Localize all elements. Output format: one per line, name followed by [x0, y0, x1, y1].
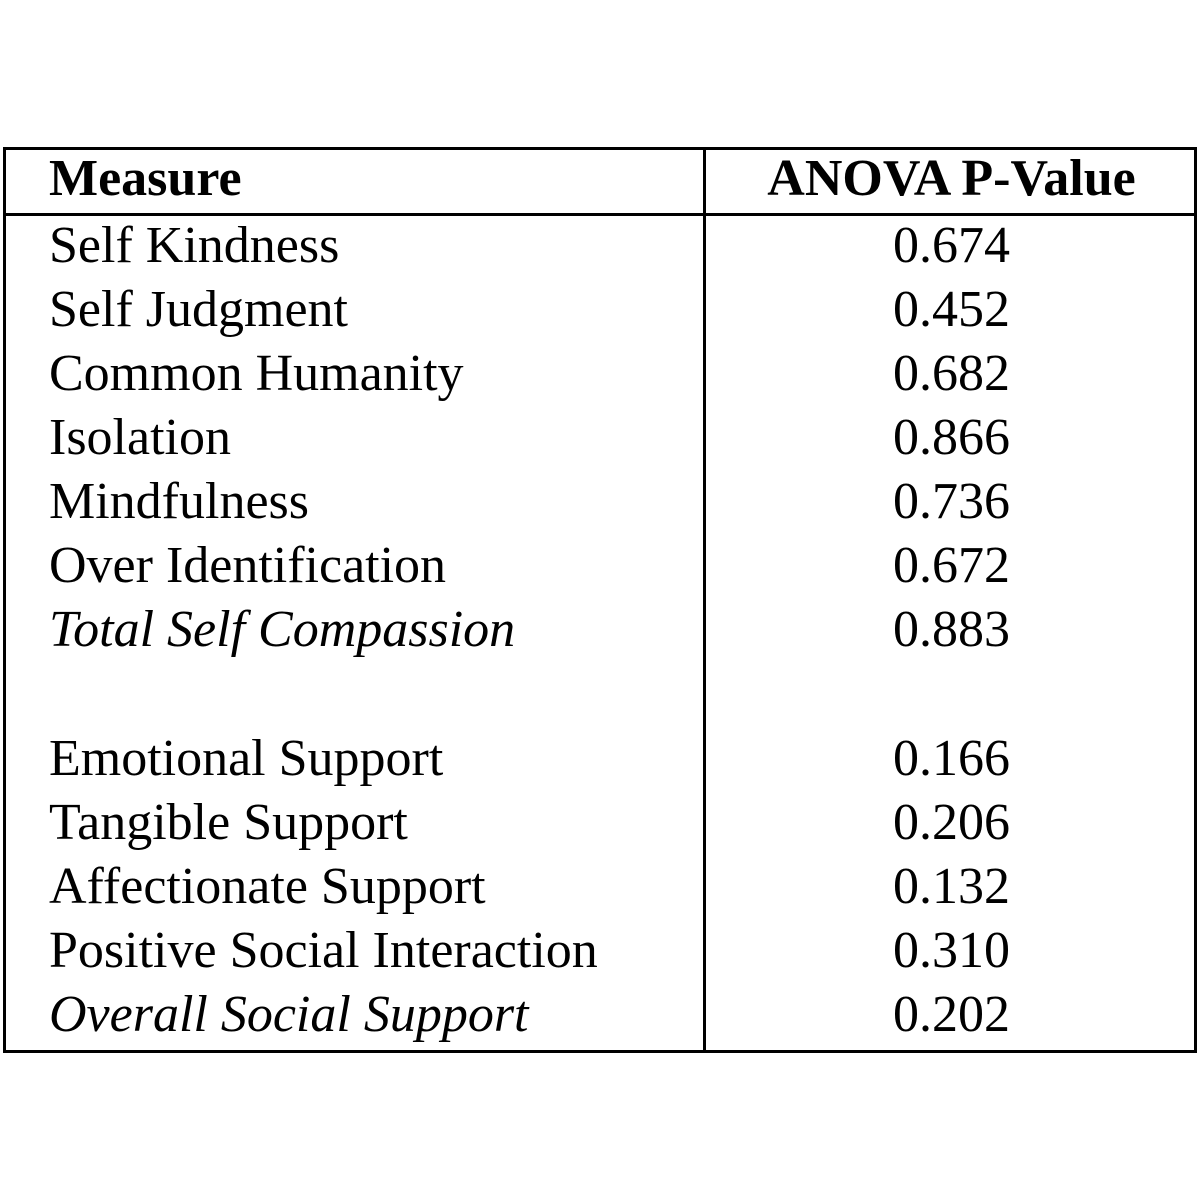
- row-measure-total: Total Self Compassion: [49, 601, 516, 658]
- row-measure: Over Identification: [49, 537, 447, 594]
- row-measure: Mindfulness: [49, 473, 309, 530]
- row-pvalue-total: 0.202: [893, 986, 1010, 1043]
- row-measure-total: Overall Social Support: [49, 986, 529, 1043]
- row-measure: Self Judgment: [49, 281, 348, 338]
- row-measure: Isolation: [49, 409, 231, 466]
- row-pvalue: 0.310: [893, 922, 1010, 979]
- row-pvalue: 0.132: [893, 858, 1010, 915]
- row-pvalue: 0.166: [893, 730, 1010, 787]
- row-measure: Affectionate Support: [49, 858, 486, 915]
- row-pvalue: 0.674: [893, 217, 1010, 274]
- row-pvalue-total: 0.883: [893, 601, 1010, 658]
- row-measure: Common Humanity: [49, 345, 464, 402]
- row-pvalue: 0.452: [893, 281, 1010, 338]
- row-pvalue: 0.866: [893, 409, 1010, 466]
- row-pvalue: 0.672: [893, 537, 1010, 594]
- row-pvalue: 0.206: [893, 794, 1010, 851]
- row-pvalue: 0.682: [893, 345, 1010, 402]
- row-measure: Emotional Support: [49, 730, 444, 787]
- row-measure: Tangible Support: [49, 794, 408, 851]
- anova-table: [3, 147, 1197, 1053]
- row-measure: Self Kindness: [49, 217, 340, 274]
- row-measure: Positive Social Interaction: [49, 922, 598, 979]
- header-measure: Measure: [49, 150, 242, 207]
- header-pvalue: ANOVA P-Value: [767, 150, 1136, 207]
- row-pvalue: 0.736: [893, 473, 1010, 530]
